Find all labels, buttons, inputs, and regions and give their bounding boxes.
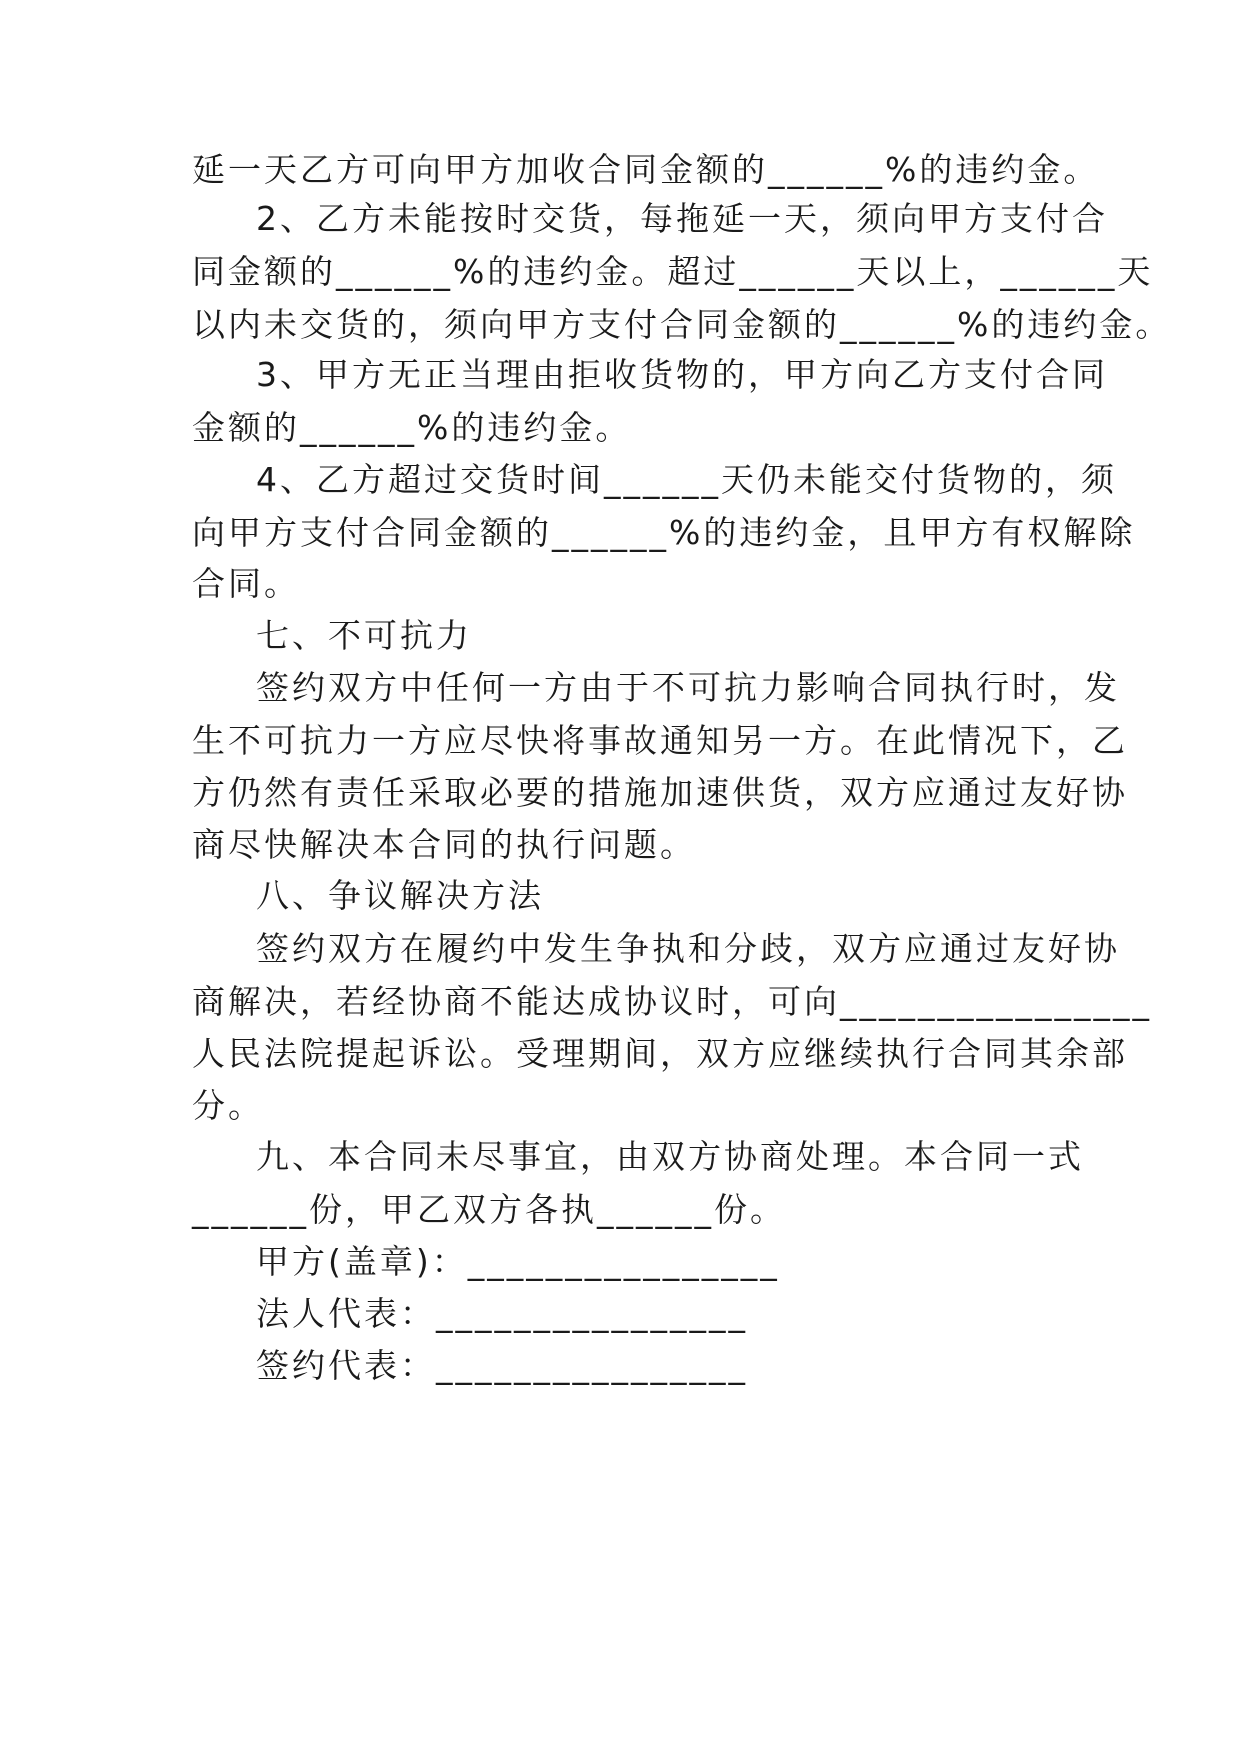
- text-line: 同金额的______%的违约金。超过______天以上，______天: [192, 252, 1154, 291]
- section-heading: 八、争议解决方法: [256, 876, 544, 915]
- text-line: 生不可抗力一方应尽快将事故通知另一方。在此情况下，乙: [192, 721, 1128, 760]
- text-line: 延一天乙方可向甲方加收合同金额的______%的违约金。: [192, 150, 1100, 189]
- text-line: 商尽快解决本合同的执行问题。: [192, 825, 696, 864]
- text-line: 合同。: [192, 564, 300, 603]
- text-line: 3、甲方无正当理由拒收货物的，甲方向乙方支付合同: [256, 355, 1108, 394]
- text-line: 签约双方在履约中发生争执和分歧，双方应通过友好协: [256, 929, 1120, 968]
- text-line: 商解决，若经协商不能达成协议时，可向________________: [192, 982, 1152, 1021]
- text-line: 金额的______%的违约金。: [192, 408, 632, 447]
- text-line: 4、乙方超过交货时间______天仍未能交付货物的，须: [256, 460, 1117, 499]
- text-line: 向甲方支付合同金额的______%的违约金，且甲方有权解除: [192, 513, 1136, 552]
- text-line: 签约双方中任何一方由于不可抗力影响合同执行时，发: [256, 668, 1120, 707]
- signature-line: 甲方(盖章)：________________: [256, 1242, 780, 1281]
- signature-line: 签约代表：________________: [256, 1346, 748, 1385]
- text-line: 九、本合同未尽事宜，由双方协商处理。本合同一式: [256, 1137, 1084, 1176]
- section-heading: 七、不可抗力: [256, 616, 472, 655]
- text-line: ______份，甲乙双方各执______份。: [192, 1190, 786, 1229]
- text-line: 方仍然有责任采取必要的措施加速供货，双方应通过友好协: [192, 773, 1128, 812]
- text-line: 人民法院提起诉讼。受理期间，双方应继续执行合同其余部: [192, 1034, 1128, 1073]
- text-line: 分。: [192, 1086, 264, 1125]
- text-line: 以内未交货的，须向甲方支付合同金额的______%的违约金。: [192, 305, 1172, 344]
- signature-line: 法人代表：________________: [256, 1294, 748, 1333]
- text-line: 2、乙方未能按时交货，每拖延一天，须向甲方支付合: [256, 199, 1108, 238]
